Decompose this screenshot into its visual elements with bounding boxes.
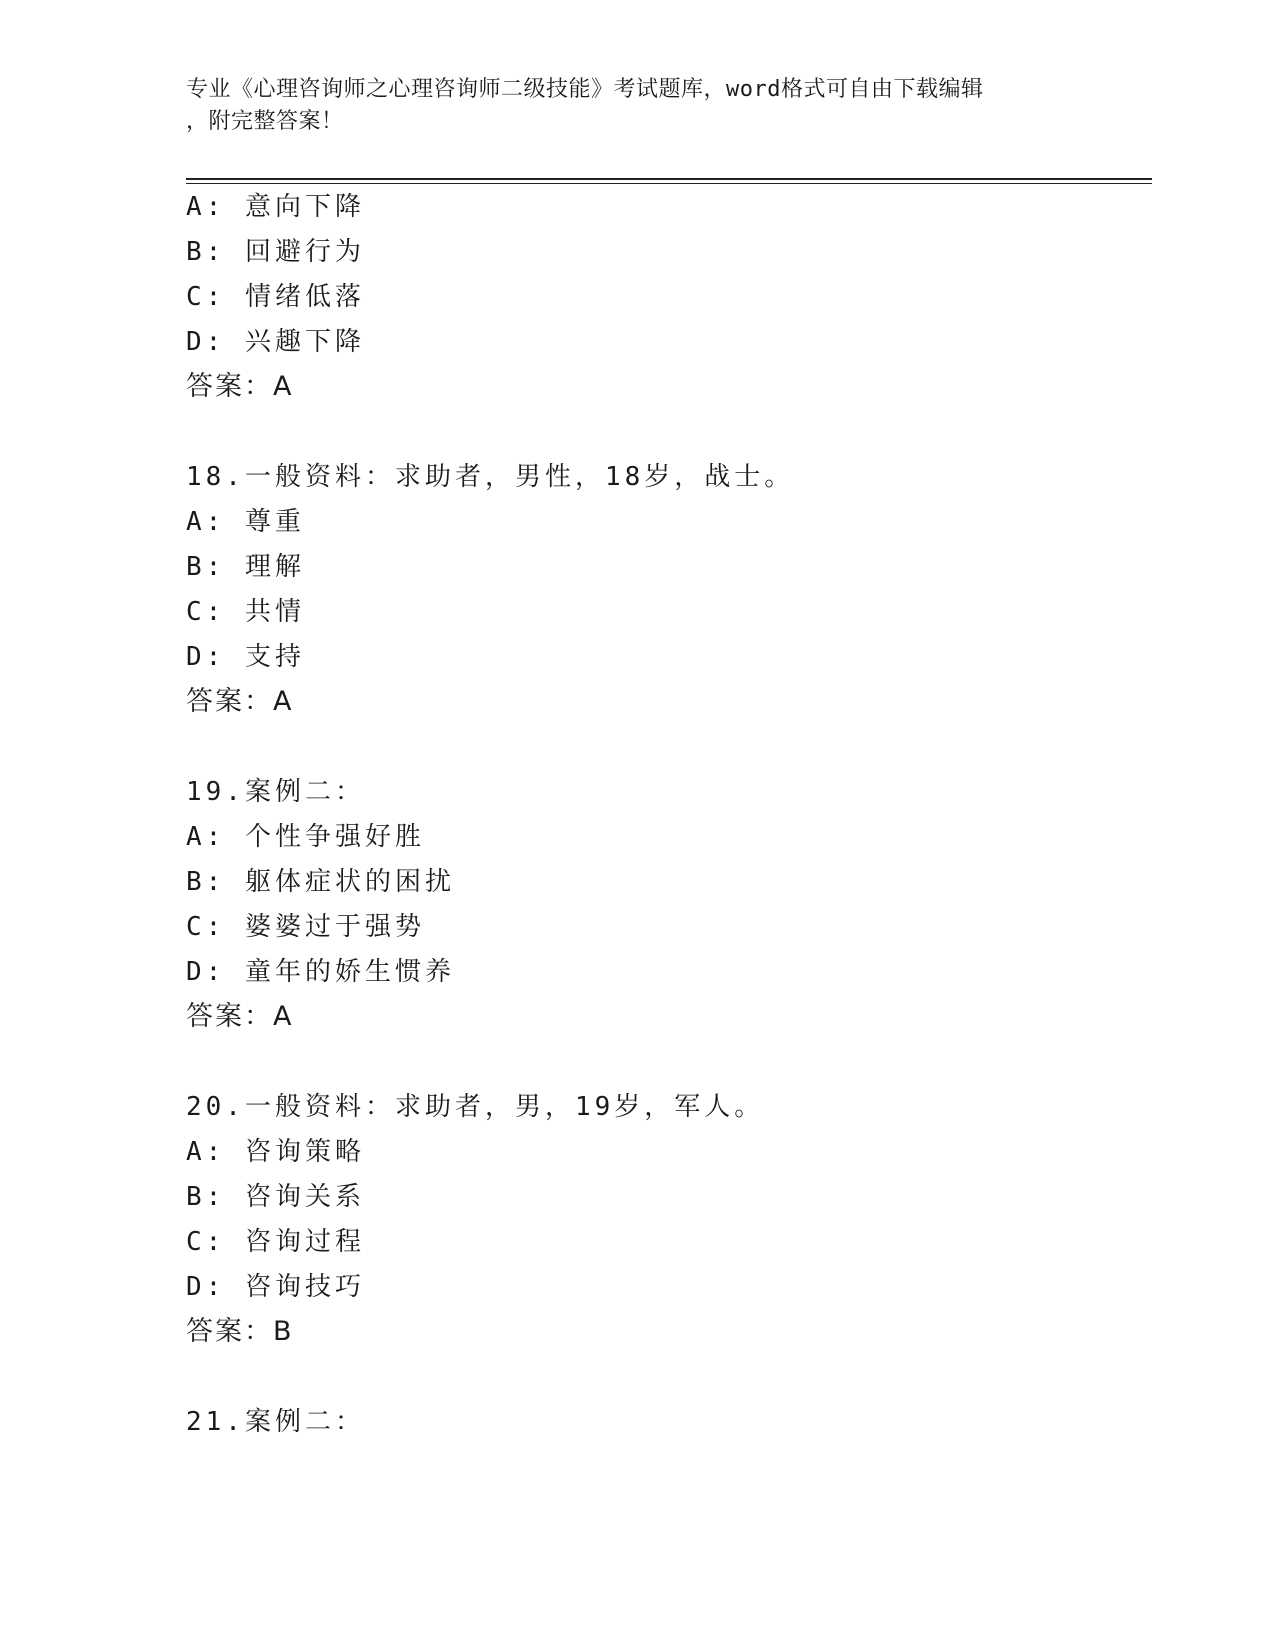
header-divider [186, 178, 1152, 180]
option-c: C: 婆婆过于强势 [186, 912, 425, 942]
answer: 答案：A [186, 686, 294, 717]
question-stem: 21.案例二： [186, 1407, 365, 1437]
option-b: B: 回避行为 [186, 237, 365, 267]
option-c: C: 共情 [186, 597, 305, 627]
question-stem: 19.案例二： [186, 777, 365, 807]
option-d: D: 咨询技巧 [186, 1272, 365, 1302]
option-d: D: 童年的娇生惯养 [186, 957, 455, 987]
option-c: C: 情绪低落 [186, 282, 365, 312]
option-d: D: 支持 [186, 642, 305, 672]
option-c: C: 咨询过程 [186, 1227, 365, 1257]
option-b: B: 躯体症状的困扰 [186, 867, 455, 897]
header-divider-thin [186, 183, 1152, 184]
option-d: D: 兴趣下降 [186, 327, 365, 357]
option-a: A: 咨询策略 [186, 1137, 365, 1167]
header-line-2: ，附完整答案！ [186, 109, 344, 134]
option-a: A: 意向下降 [186, 192, 365, 222]
question-stem: 18.一般资料：求助者，男性，18岁，战士。 [186, 462, 795, 492]
header-line-1: 专业《心理咨询师之心理咨询师二级技能》考试题库，word格式可自由下载编辑 [186, 77, 984, 102]
option-a: A: 尊重 [186, 507, 305, 537]
option-a: A: 个性争强好胜 [186, 822, 425, 852]
option-b: B: 咨询关系 [186, 1182, 365, 1212]
answer: 答案：A [186, 1001, 294, 1032]
question-stem: 20.一般资料：求助者，男，19岁，军人。 [186, 1092, 765, 1122]
document-header [186, 74, 1086, 138]
answer: 答案：B [186, 1316, 294, 1347]
option-b: B: 理解 [186, 552, 305, 582]
answer: 答案：A [186, 371, 294, 402]
